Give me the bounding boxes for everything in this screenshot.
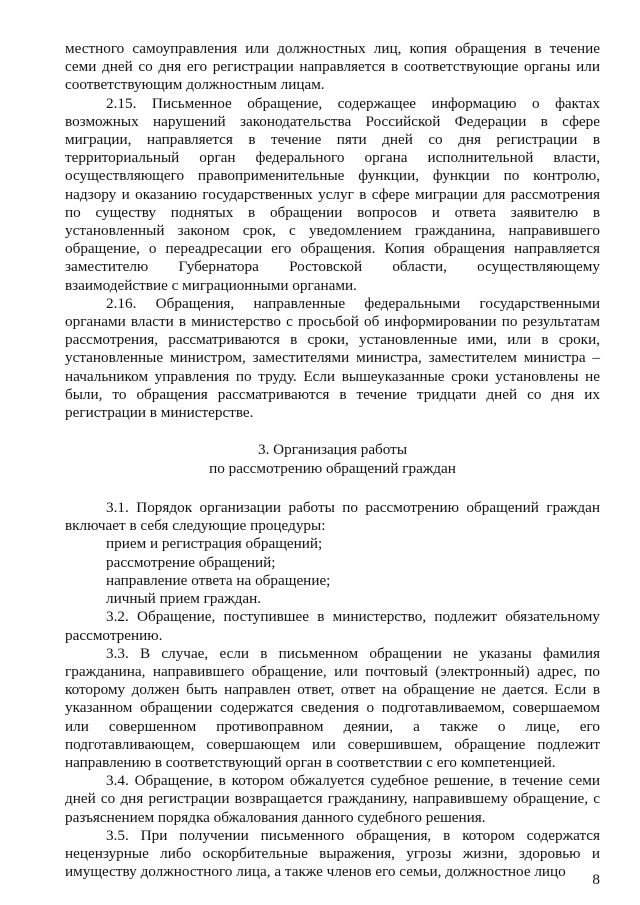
document-body — [65, 40, 600, 881]
paragraph-3-2: 3.2. Обращение, поступившее в министерство, подлежит обязательному рассмотрению. — [65, 608, 600, 644]
section-3-heading — [65, 441, 600, 478]
list-item: рассмотрение обращений; — [106, 553, 276, 571]
section-3-heading-line2: по рассмотрению обращений граждан — [209, 459, 456, 477]
list-item: личный прием граждан. — [106, 590, 262, 608]
section-3-heading-line1: 3. Организация работы — [257, 441, 408, 459]
paragraph-continuation: местного самоуправления или должностных лиц, копия обращения в течение семи дней со дня его регистрации направляется в соответствующие органы или соответствующим должностным лицам. — [65, 40, 600, 94]
paragraph-3-1: 3.1. Порядок организации работы по рассмотрению обращений граждан включает в себя следующие процедуры: — [65, 499, 600, 535]
paragraph-2-16: 2.16. Обращения, направленные федеральными государственными органами власти в министерство с просьбой об информировании по результатам рассмотрения, рассматриваются в сроки, установленные ими, или в сроки, установленные министром, заместителями министра, заместителем министра – начальником управления по труду. Если вышеуказанные сроки установлены не были, то обращения рассматриваются в течение тридцати дней со дня их регистрации в министерстве. — [65, 294, 600, 422]
paragraph-3-3: 3.3. В случае, если в письменном обращении не указаны фамилия гражданина, направившего обращение, или почтовый (электронный) адрес, по которому должен быть направлен ответ, ответ на обращение не дается. Если в указанном обращении содержатся сведения о подготавливаемом, совершаемом или совершенном противоправном деянии, а также о лице, его подготавливающем, совершающем или совершившем, обращение подлежит направлению в соответствующий орган в соответствии с его компетенцией. — [65, 644, 600, 771]
page-number: 8 — [592, 871, 600, 888]
paragraph-2-15: 2.15. Письменное обращение, содержащее информацию о фактах возможных нарушений законодательства Российской Федерации в сфере миграции, направляется в течение пяти дней со дня регистрации в территориальный орган федерального органа исполнительной власти, осуществляющего правоприменительные функции, функции по контролю, надзору и оказанию государственных услуг в сфере миграции для рассмотрения по существу поднятых в обращении вопросов и ответа заявителю в установленный законом срок, с уведомлением гражданина, направившего обращение, о переадресации его обращения. Копия обращения направляется заместителю Губернатора Ростовской области, осуществляющему взаимодействие с миграционными органами. — [65, 94, 600, 294]
list-item: направление ответа на обращение; — [106, 571, 331, 589]
paragraph-3-4: 3.4. Обращение, в котором обжалуется судебное решение, в течение семи дней со дня регистрации возвращается гражданину, направившему обращение, с разъяснением порядка обжалования данного судебного решения. — [65, 772, 600, 826]
paragraph-3-5: 3.5. При получении письменного обращения, в котором содержатся нецензурные либо оскорбительные выражения, угрозы жизни, здоровью и имуществу должностного лица, а также членов его семьи, должностное лицо — [65, 826, 600, 881]
list-item: прием и регистрация обращений; — [106, 535, 323, 553]
